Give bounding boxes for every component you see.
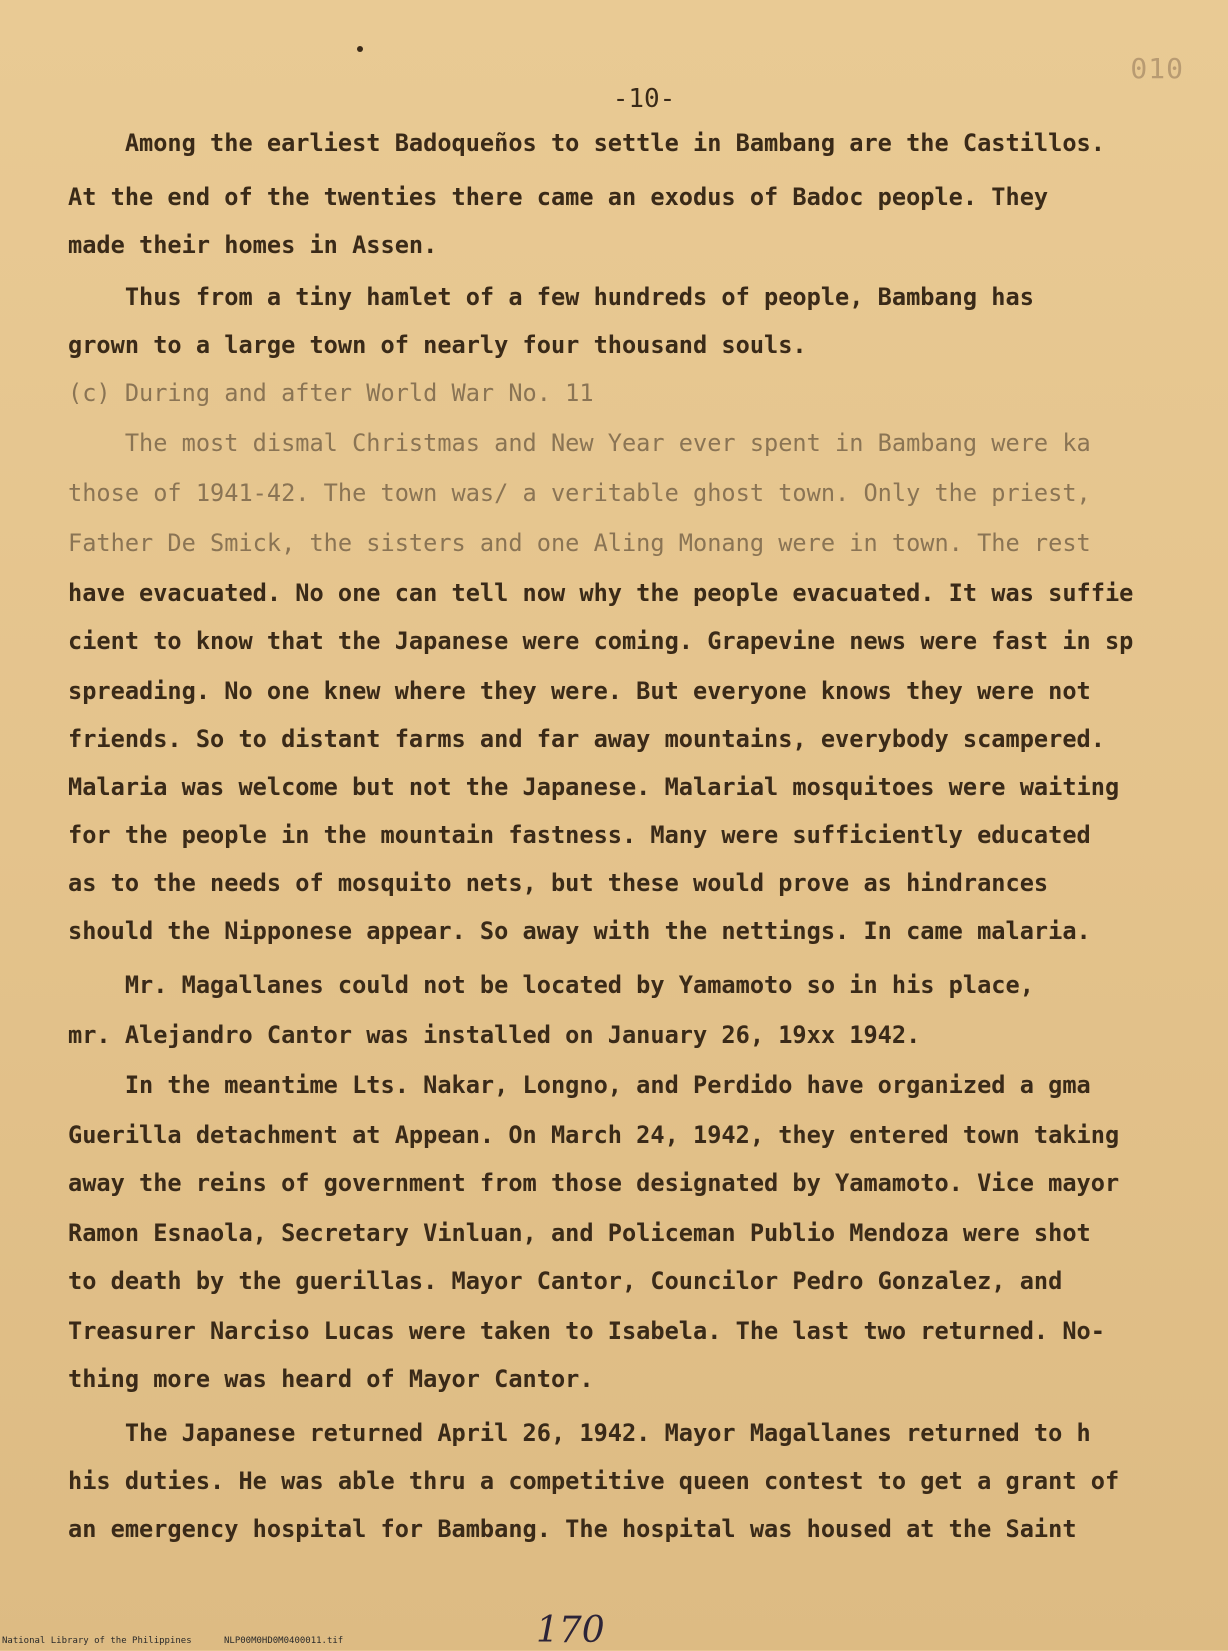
text-line: Among the earliest Badoqueños to settle in Bambang are the Castillos. xyxy=(68,129,1105,157)
text-line: The Japanese returned April 26, 1942. Mayor Magallanes returned to h xyxy=(68,1419,1091,1447)
page-number: -10- xyxy=(612,84,676,114)
text-line: Mr. Magallanes could not be located by Yamamoto so in his place, xyxy=(68,971,1034,999)
text-line: mr. Alejandro Cantor was installed on January 26, 19xx 1942. xyxy=(68,1021,921,1049)
footer-file-id: NLP00M0HD0M0400011.tif xyxy=(224,1636,344,1646)
section-heading: (c) During and after World War No. 11 xyxy=(68,379,594,407)
text-line: Treasurer Narciso Lucas were taken to Isabela. The last two returned. No- xyxy=(68,1317,1105,1345)
text-line: have evacuated. No one can tell now why the people evacuated. It was suffie xyxy=(68,579,1134,607)
text-line: friends. So to distant farms and far away mountains, everybody scampered. xyxy=(68,725,1105,753)
handwritten-page-number: 170 xyxy=(536,1610,605,1651)
text-line: Father De Smick, the sisters and one Aling Monang were in town. The rest xyxy=(68,529,1091,557)
text-line: his duties. He was able thru a competitive queen contest to get a grant of xyxy=(68,1467,1120,1495)
ink-dot xyxy=(357,46,363,52)
text-line: should the Nipponese appear. So away with the nettings. In came malaria. xyxy=(68,917,1091,945)
text-line: The most dismal Christmas and New Year ever spent in Bambang were ka xyxy=(68,429,1091,457)
text-line: In the meantime Lts. Nakar, Longno, and Perdido have organized a gma xyxy=(68,1071,1091,1099)
text-line: At the end of the twenties there came an exodus of Badoc people. They xyxy=(68,183,1049,211)
text-line: thing more was heard of Mayor Cantor. xyxy=(68,1365,594,1393)
text-line: Thus from a tiny hamlet of a few hundreds of people, Bambang has xyxy=(68,283,1034,311)
text-line: to death by the guerillas. Mayor Cantor, Councilor Pedro Gonzalez, and xyxy=(68,1267,1063,1295)
text-line: as to the needs of mosquito nets, but these would prove as hindrances xyxy=(68,869,1049,897)
footer-library-label: National Library of the Philippines xyxy=(2,1636,192,1646)
text-line: grown to a large town of nearly four thousand souls. xyxy=(68,331,807,359)
text-line: made their homes in Assen. xyxy=(68,231,438,259)
text-line: Guerilla detachment at Appean. On March 24, 1942, they entered town taking xyxy=(68,1121,1120,1149)
text-line: for the people in the mountain fastness. Many were sufficiently educated xyxy=(68,821,1091,849)
text-line: spreading. No one knew where they were. But everyone knows they were not xyxy=(68,677,1091,705)
text-line: Malaria was welcome but not the Japanese. Malarial mosquitoes were waiting xyxy=(68,773,1120,801)
text-line: an emergency hospital for Bambang. The hospital was housed at the Saint xyxy=(68,1515,1077,1543)
text-line: cient to know that the Japanese were coming. Grapevine news were fast in sp xyxy=(68,627,1134,655)
text-line: away the reins of government from those designated by Yamamoto. Vice mayor xyxy=(68,1169,1120,1197)
text-line: those of 1941-42. The town was/ a veritable ghost town. Only the priest, xyxy=(68,479,1091,507)
text-line: Ramon Esnaola, Secretary Vinluan, and Policeman Publio Mendoza were shot xyxy=(68,1219,1091,1247)
corner-number: 010 xyxy=(1130,52,1184,85)
